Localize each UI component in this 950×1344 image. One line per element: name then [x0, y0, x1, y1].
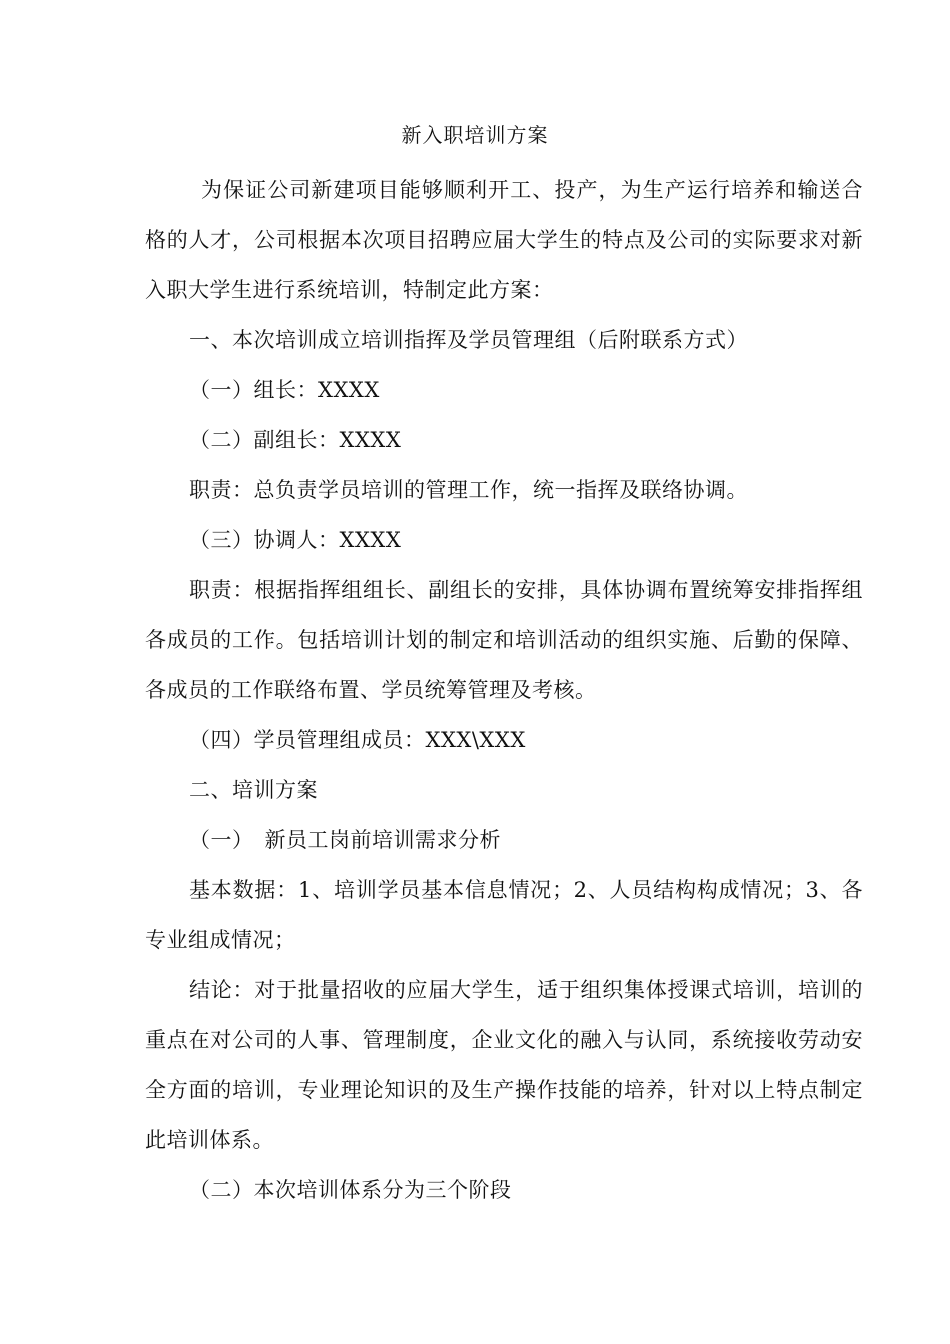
document-title: 新入职培训方案 — [401, 123, 549, 147]
document-body — [145, 165, 863, 1215]
coordinator-duty-paragraph: 职责：根据指挥组组长、副组长的安排，具体协调布置统筹安排指挥组各成员的工作。包括培训计划的制定和培训活动的组织实施、后勤的保障、各成员的工作联络布置、学员统筹管理及考核。 — [145, 578, 863, 702]
training-stages-heading: （二）本次培训体系分为三个阶段 — [189, 1178, 512, 1202]
coordinator-line: （三）协调人：XXXX — [189, 528, 402, 552]
needs-analysis-heading: （一） 新员工岗前培训需求分析 — [189, 828, 501, 852]
conclusion-paragraph: 结论：对于批量招收的应届大学生，适于组织集体授课式培训，培训的重点在对公司的人事、管理制度，企业文化的融入与认同，系统接收劳动安全方面的培训，专业理论知识的及生产操作技能的培养，针对以上特点制定此培训体系。 — [145, 978, 863, 1152]
leader-line: （一）组长：XXXX — [189, 378, 380, 402]
leader-duty-paragraph: 职责：总负责学员培训的管理工作，统一指挥及联络协调。 — [189, 478, 748, 502]
basic-data-paragraph: 基本数据：1、培训学员基本信息情况；2、人员结构构成情况；3、各专业组成情况； — [145, 878, 863, 952]
members-line: （四）学员管理组成员：XXX\XXX — [189, 728, 526, 752]
section-2-heading: 二、培训方案 — [189, 778, 318, 802]
deputy-leader-line: （二）副组长：XXXX — [189, 428, 402, 452]
section-1-heading: 一、本次培训成立培训指挥及学员管理组（后附联系方式） — [189, 328, 748, 352]
intro-paragraph: 为保证公司新建项目能够顺利开工、投产，为生产运行培养和输送合格的人才，公司根据本次项目招聘应届大学生的特点及公司的实际要求对新入职大学生进行系统培训，特制定此方案： — [145, 178, 863, 302]
